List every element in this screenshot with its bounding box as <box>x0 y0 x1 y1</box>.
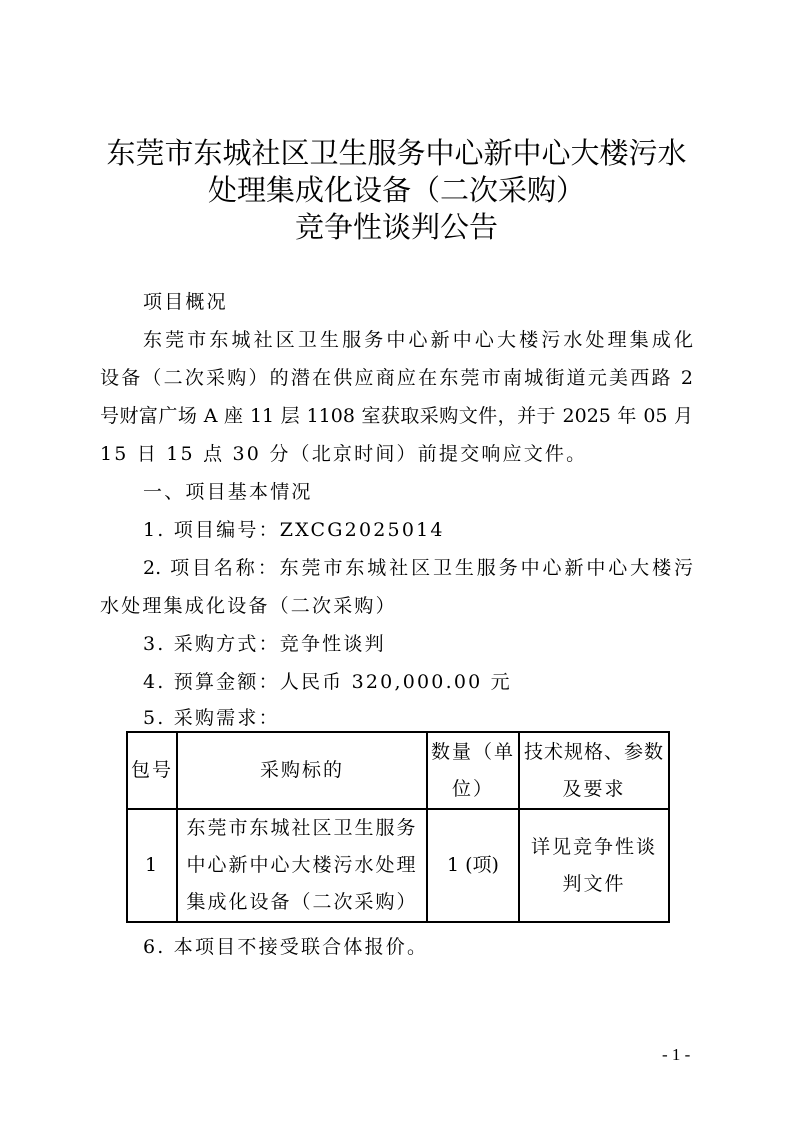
page-number: - 1 - <box>662 1045 691 1064</box>
item-budget-amount: 4. 预算金额：人民币 320,000.00 元 <box>143 671 512 693</box>
cell-subject-line-3: 集成化设备（二次采购） <box>186 891 418 913</box>
item-project-number: 1. 项目编号：ZXCG2025014 <box>143 519 445 541</box>
item-no-consortium: 6. 本项目不接受联合体报价。 <box>143 936 429 958</box>
header-quantity-line-1: 数量（单 <box>430 740 515 763</box>
item-procurement-requirements: 5. 采购需求： <box>143 707 280 729</box>
header-spec-line-2: 及要求 <box>562 777 626 800</box>
cell-subject <box>177 809 427 922</box>
overview-line-2: 设备（二次采购）的潜在供应商应在东莞市南城街道元美西路 2 <box>100 367 693 389</box>
section-1-heading: 一、项目基本情况 <box>143 481 313 503</box>
overview-line-1: 东莞市东城社区卫生服务中心新中心大楼污水处理集成化 <box>143 329 693 351</box>
header-package-no: 包号 <box>127 732 177 809</box>
overview-line-4: 15 日 15 点 30 分（北京时间）前提交响应文件。 <box>100 443 588 465</box>
item-project-name-line-1: 2. 项目名称：东莞市东城社区卫生服务中心新中心大楼污 <box>143 557 693 579</box>
document-title-line-3: 竞争性谈判公告 <box>294 210 498 244</box>
cell-spec-line-1: 详见竞争性谈 <box>530 835 657 858</box>
header-spec-line-1: 技术规格、参数 <box>523 740 664 763</box>
document-title-line-1: 东莞市东城社区卫生服务中心新中心大楼污水 <box>106 136 687 170</box>
overview-heading: 项目概况 <box>143 291 228 313</box>
table-row <box>127 809 669 922</box>
cell-spec <box>519 809 669 922</box>
cell-package-no: 1 <box>127 809 177 922</box>
item-project-name-line-2: 水处理集成化设备（二次采购） <box>100 595 397 617</box>
overview-line-3: 号财富广场 A 座 11 层 1108 室获取采购文件，并于 2025 年 05 月 <box>100 405 693 427</box>
item-procurement-method: 3. 采购方式：竞争性谈判 <box>143 633 386 655</box>
header-quantity-line-2: 位） <box>451 777 494 800</box>
requirements-table <box>126 731 670 923</box>
cell-subject-line-1: 东莞市东城社区卫生服务 <box>186 817 418 839</box>
header-subject: 采购标的 <box>177 732 427 809</box>
cell-spec-line-2: 判文件 <box>562 872 626 895</box>
table-header-row <box>127 732 669 809</box>
header-quantity <box>427 732 519 809</box>
cell-subject-line-2: 中心新中心大楼污水处理 <box>186 854 418 876</box>
header-spec <box>519 732 669 809</box>
cell-quantity: 1 (项) <box>427 809 519 922</box>
document-title-line-2: 处理集成化设备（二次采购） <box>207 173 585 207</box>
